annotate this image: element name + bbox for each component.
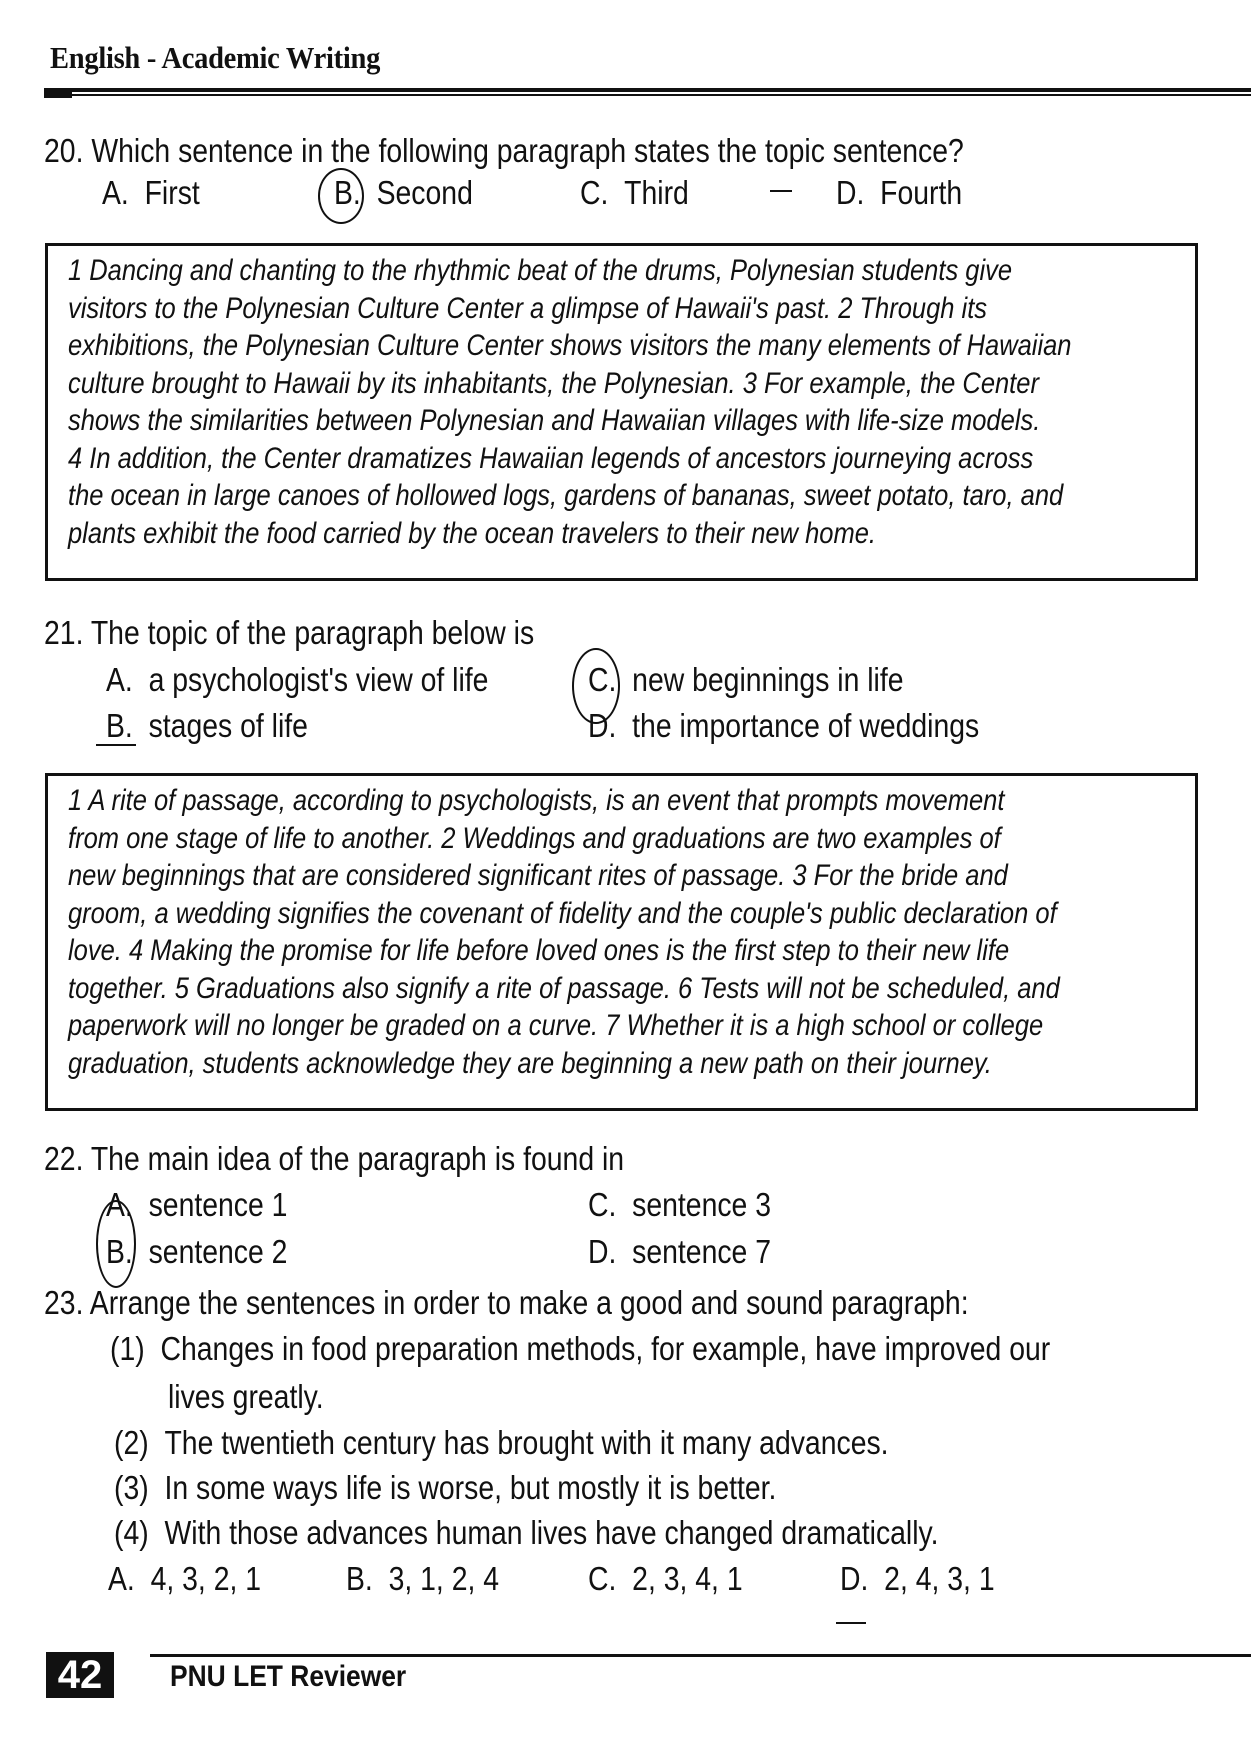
option-letter: D.	[840, 1560, 869, 1597]
option-text: the importance of weddings	[632, 707, 980, 744]
header-rule-thin	[44, 94, 1251, 96]
option-a[interactable]	[106, 661, 488, 699]
question-number: 20.	[44, 132, 84, 169]
sentence-1-cont: lives greatly.	[168, 1378, 324, 1415]
option-d[interactable]	[840, 1560, 995, 1598]
header-rule-tab	[44, 92, 72, 98]
option-letter: B.	[106, 1233, 133, 1270]
option-a[interactable]	[108, 1560, 261, 1598]
option-letter: B.	[106, 707, 133, 744]
sentence-text: Changes in food preparation methods, for example, have improved our	[160, 1330, 1051, 1367]
option-c[interactable]	[588, 661, 904, 699]
question-text: The main idea of the paragraph is found in	[90, 1140, 625, 1177]
question-prompt	[44, 1140, 624, 1178]
option-text: new beginnings in life	[632, 661, 904, 698]
option-letter: C.	[588, 1560, 617, 1597]
option-text: sentence 3	[632, 1186, 772, 1223]
option-letter: A.	[102, 174, 129, 211]
option-text: 4, 3, 2, 1	[150, 1560, 262, 1597]
passage-line: 1 Dancing and chanting to the rhythmic beat of the drums, Polynesian students give	[68, 254, 1013, 287]
option-b[interactable]	[346, 1560, 499, 1598]
answer-circle-mark	[572, 648, 620, 724]
option-text: sentence 1	[148, 1186, 288, 1223]
option-text: Fourth	[880, 174, 963, 211]
option-text: 3, 1, 2, 4	[388, 1560, 500, 1597]
option-text: Second	[376, 174, 473, 211]
underline-mark	[836, 1622, 866, 1624]
option-text: sentence 7	[632, 1233, 772, 1270]
underline-mark	[96, 744, 136, 746]
sentence-1	[110, 1330, 1050, 1368]
passage-line: 4 In addition, the Center dramatizes Hawaiian legends of ancestors journeying across	[68, 441, 1034, 475]
passage-line: graduation, students acknowledge they are beginning a new path on their journey.	[68, 1046, 992, 1080]
passage-line: love. 4 Making the promise for life before loved ones is the first step to their new life	[68, 934, 1010, 967]
option-c[interactable]	[588, 1560, 743, 1598]
option-text: sentence 2	[148, 1233, 288, 1270]
option-letter: B.	[346, 1560, 373, 1597]
option-letter: C.	[580, 174, 609, 211]
passage-line: paperwork will no longer be graded on a curve. 7 Whether it is a high school or college	[68, 1009, 1044, 1042]
question-text: Which sentence in the following paragraph states the topic sentence?	[91, 132, 964, 169]
option-a[interactable]	[102, 174, 200, 212]
answer-circle-mark	[96, 1200, 136, 1288]
page-number: 42	[46, 1652, 114, 1698]
option-letter: D.	[836, 174, 865, 211]
sentence-3	[114, 1469, 776, 1507]
header-title: English - Academic Writing	[50, 40, 381, 75]
passage-line: visitors to the Polynesian Culture Center a glimpse of Hawaii's past. 2 Through its	[68, 291, 988, 325]
sentence-label: (4)	[114, 1514, 149, 1551]
option-letter: C.	[588, 1186, 617, 1223]
question-prompt	[44, 132, 964, 170]
passage-line: 1 A rite of passage, according to psychologists, is an event that prompts movement	[68, 784, 1005, 817]
passage-line: groom, a wedding signifies the covenant of fidelity and the couple's public declaration of	[68, 896, 1057, 930]
option-b[interactable]	[106, 707, 308, 745]
question-number: 22.	[44, 1140, 84, 1177]
sentence-text: The twentieth century has brought with it many advances.	[164, 1424, 889, 1461]
sentence-4	[114, 1514, 939, 1552]
option-text: 2, 4, 3, 1	[884, 1560, 995, 1597]
passage-line: the ocean in large canoes of hollowed logs, gardens of bananas, sweet potato, taro, and	[68, 479, 1064, 512]
option-c[interactable]	[580, 174, 689, 212]
question-text: The topic of the paragraph below is	[90, 614, 535, 651]
sentence-label: (2)	[114, 1424, 149, 1461]
pen-mark	[770, 190, 792, 192]
question-prompt	[44, 1284, 969, 1322]
option-text: stages of life	[148, 707, 308, 744]
option-letter: D.	[588, 707, 617, 744]
option-text: 2, 3, 4, 1	[632, 1560, 743, 1597]
passage-box	[45, 773, 1198, 1111]
option-letter: B.	[334, 174, 361, 211]
question-prompt	[44, 614, 534, 652]
passage-line: new beginnings that are considered significant rites of passage. 3 For the bride and	[68, 859, 1008, 892]
footer-title: PNU LET Reviewer	[170, 1660, 407, 1693]
answer-circle-mark	[318, 168, 364, 224]
sentence-2	[114, 1424, 889, 1462]
option-d[interactable]	[588, 1233, 771, 1271]
option-text: a psychologist's view of life	[148, 661, 489, 698]
option-letter: A.	[106, 1186, 133, 1223]
option-letter: A.	[106, 661, 133, 698]
passage-box	[45, 243, 1198, 581]
passage-line: from one stage of life to another. 2 Weddings and graduations are two examples of	[68, 821, 1001, 855]
passage-line: exhibitions, the Polynesian Culture Center shows visitors the many elements of Hawaiian	[68, 329, 1072, 362]
option-d[interactable]	[588, 707, 979, 745]
option-text: First	[144, 174, 200, 211]
option-letter: A.	[108, 1560, 135, 1597]
question-text: Arrange the sentences in order to make a good and sound paragraph:	[89, 1284, 969, 1321]
option-letter: D.	[588, 1233, 617, 1270]
option-c[interactable]	[588, 1186, 771, 1224]
sentence-text: In some ways life is worse, but mostly it is better.	[164, 1469, 777, 1506]
footer-rule	[150, 1654, 1251, 1657]
header-rule	[44, 88, 1251, 92]
passage-line: culture brought to Hawaii by its inhabitants, the Polynesian. 3 For example, the Center	[68, 366, 1039, 400]
sentence-text: With those advances human lives have changed dramatically.	[164, 1514, 939, 1551]
option-d[interactable]	[836, 174, 962, 212]
option-text: Third	[624, 174, 689, 211]
sentence-label: (3)	[114, 1469, 149, 1506]
sentence-label: (1)	[110, 1330, 145, 1367]
passage-line: together. 5 Graduations also signify a rite of passage. 6 Tests will not be scheduled, and	[68, 971, 1060, 1005]
option-letter: C.	[588, 661, 617, 698]
question-number: 21.	[44, 614, 84, 651]
option-a[interactable]	[106, 1186, 287, 1224]
passage-line: shows the similarities between Polynesian and Hawaiian villages with life-size models.	[68, 404, 1041, 437]
question-number: 23.	[44, 1284, 84, 1321]
passage-line: plants exhibit the food carried by the ocean travelers to their new home.	[68, 516, 876, 550]
